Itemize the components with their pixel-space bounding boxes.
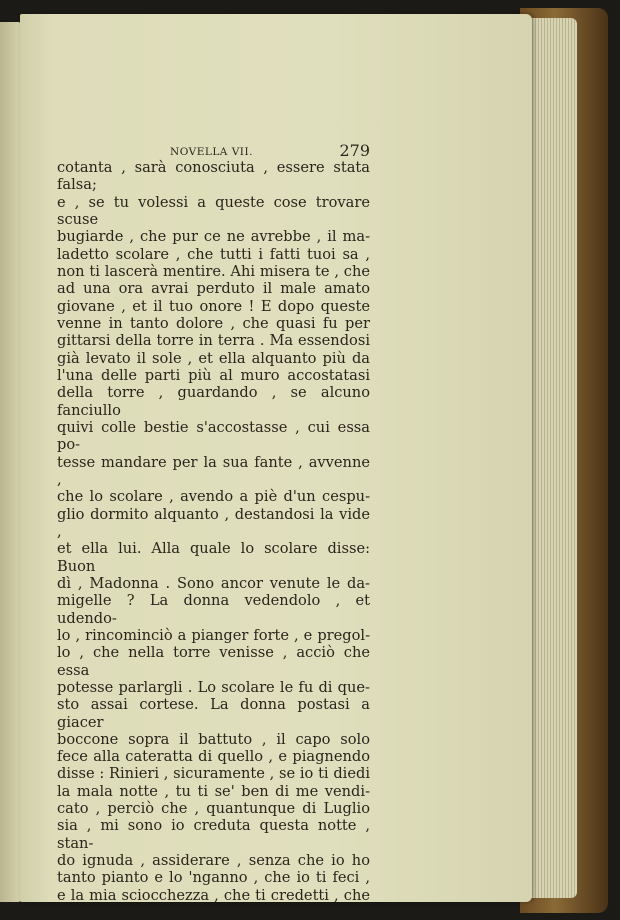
text-line-content: dì , Madonna . Sono ancor venute le da- xyxy=(57,574,370,592)
text-line-content: boccone sopra il battuto , il capo solo xyxy=(57,730,370,748)
text-line xyxy=(57,384,370,419)
text-line xyxy=(57,540,370,575)
text-line-content: sia , mi sono io creduta questa notte , stan- xyxy=(57,817,370,852)
text-line xyxy=(57,506,370,541)
text-line xyxy=(57,783,370,800)
text-line xyxy=(57,263,370,280)
text-line-content: gittarsi della torre in terra . Ma essendosi xyxy=(57,332,370,350)
text-line xyxy=(57,488,370,505)
text-line xyxy=(57,332,370,349)
text-line-content: non ti lascerà mentire. Ahi misera te , che xyxy=(57,262,370,280)
text-line-content: e la mia sciocchezza , che ti credetti , che xyxy=(57,886,370,904)
text-line-content: che lo scolare , avendo a piè d'un cespu- xyxy=(57,488,370,506)
text-line xyxy=(57,350,370,367)
text-line xyxy=(57,298,370,315)
text-line xyxy=(57,800,370,817)
text-line-content: et ella lui. Alla quale lo scolare disse: Buon xyxy=(57,540,370,575)
text-line-content: sto assai cortese. La donna postasi a giacer xyxy=(57,696,370,731)
text-line xyxy=(57,159,370,194)
text-line xyxy=(57,765,370,782)
page-number: 279 xyxy=(339,141,370,160)
text-line xyxy=(57,280,370,297)
text-line-content: fece alla cateratta di quello , e piagnendo xyxy=(57,748,370,766)
text-line-content: do ignuda , assiderare , senza che io ho xyxy=(57,852,370,870)
text-line xyxy=(57,627,370,644)
text-line-content: lo , che nella torre venisse , acciò che essa xyxy=(57,644,370,679)
text-line xyxy=(57,817,370,852)
text-line-content: bugiarde , che pur ce ne avrebbe , il ma- xyxy=(57,228,370,246)
text-line xyxy=(57,852,370,869)
text-line-content: cato , perciò che , quantunque di Luglio xyxy=(57,800,370,818)
text-line xyxy=(57,679,370,696)
text-line-content: migelle ? La donna vedendolo , et udendo- xyxy=(57,592,370,627)
text-line xyxy=(57,644,370,679)
text-line xyxy=(57,228,370,245)
text-line-content: della torre , guardando , se alcuno fanciullo xyxy=(57,384,370,419)
text-line-content: quivi colle bestie s'accostasse , cui essa po- xyxy=(57,418,370,454)
text-line xyxy=(57,731,370,748)
text-line-content: già levato il sole , et ella alquanto più da xyxy=(57,349,370,367)
body-text xyxy=(57,159,370,904)
text-line xyxy=(57,419,370,454)
text-line xyxy=(57,696,370,731)
running-title: NOVELLA VII. xyxy=(170,146,253,158)
text-line xyxy=(57,454,370,489)
text-line-content: l'una delle parti più al muro accostatasi xyxy=(57,366,370,384)
text-line xyxy=(57,748,370,765)
text-line xyxy=(57,887,370,904)
text-line-content: glio dormito alquanto , destandosi la vide , xyxy=(57,505,370,540)
text-line xyxy=(57,592,370,627)
text-line xyxy=(57,246,370,263)
text-line xyxy=(57,194,370,229)
text-line-content: tanto pianto e lo 'nganno , che io ti feci , xyxy=(57,869,370,887)
text-line-content: giovane , et il tuo onore ! E dopo queste xyxy=(57,297,370,315)
text-line-content: ladetto scolare , che tutti i fatti tuoi sa , xyxy=(57,245,370,263)
text-line-content: e , se tu volessi a queste cose trovare scuse xyxy=(57,193,370,228)
text-line xyxy=(57,575,370,592)
text-line-content: disse : Rinieri , sicuramente , se io ti diedi xyxy=(57,765,370,783)
text-line xyxy=(57,367,370,384)
text-line-content: lo , rincominciò a pianger forte , e pregol- xyxy=(57,626,370,644)
text-line-content: tesse mandare per la sua fante , avvenne , xyxy=(57,453,370,488)
text-line-content: ad una ora avrai perduto il male amato xyxy=(57,280,370,298)
text-line xyxy=(57,869,370,886)
text-line-content: venne in tanto dolore , che quasi fu per xyxy=(57,314,370,332)
text-line-content: cotanta , sarà conosciuta , essere stata falsa; xyxy=(57,159,370,194)
text-line-content: potesse parlargli . Lo scolare le fu di que- xyxy=(57,678,370,696)
text-line-content: la mala notte , tu ti se' ben di me vendi- xyxy=(57,782,370,800)
text-line xyxy=(57,315,370,332)
left-page-edge xyxy=(0,22,22,902)
